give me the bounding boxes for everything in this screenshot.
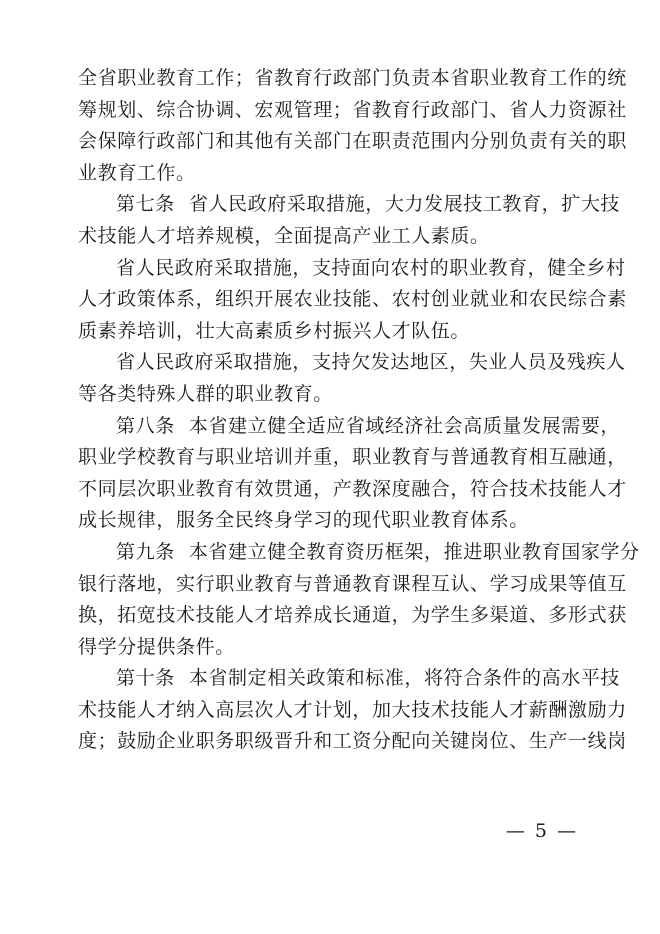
article-7-special-groups-paragraph bbox=[78, 347, 626, 410]
text-line bbox=[78, 411, 621, 443]
article-10-paragraph bbox=[78, 663, 627, 758]
article-number: 第七条 bbox=[116, 193, 175, 216]
text-line: 度；鼓励企业职务职级晋升和工资分配向关键岗位、生产一线岗 bbox=[78, 730, 627, 753]
text-line bbox=[78, 537, 640, 569]
text-line bbox=[78, 663, 621, 695]
text-line: 省人民政府采取措施，支持欠发达地区，失业人员及残疾人 bbox=[116, 351, 626, 374]
text-line: 会保障行政部门和其他有关部门在职责范围内分别负责有关的职 bbox=[78, 130, 627, 153]
text-line: 省人民政府采取措施，支持面向农村的职业教育，健全乡村 bbox=[116, 256, 626, 279]
paragraph-continued bbox=[78, 63, 627, 189]
page-number: — 5 — bbox=[505, 820, 578, 842]
article-9-paragraph bbox=[78, 537, 640, 663]
text-line: 全省职业教育工作；省教育行政部门负责本省职业教育工作的统 bbox=[78, 67, 627, 89]
text-line: 术技能人才纳入高层次人才计划，加大技术技能人才薪酬激励力 bbox=[78, 698, 627, 721]
text-line: 业教育工作。 bbox=[78, 161, 196, 184]
article-number: 第十条 bbox=[116, 667, 175, 690]
article-8-paragraph bbox=[78, 411, 627, 537]
text-line-content: 省人民政府采取措施，大力发展技工教育，扩大技 bbox=[188, 193, 621, 216]
article-7-rural-paragraph bbox=[78, 253, 627, 348]
article-number: 第九条 bbox=[116, 540, 175, 563]
text-line: 术技能人才培养规模，全面提高产业工人素质。 bbox=[78, 224, 490, 247]
text-line: 质素养培训，壮大高素质乡村振兴人才队伍。 bbox=[78, 319, 471, 342]
document-body bbox=[78, 63, 640, 758]
text-line: 换，拓宽技术技能人才培养成长通道，为学生多渠道、多形式获 bbox=[78, 604, 627, 627]
text-line: 等各类特殊人群的职业教育。 bbox=[78, 382, 333, 405]
text-line-content: 本省建立健全适应省域经济社会高质量发展需要， bbox=[188, 414, 621, 437]
article-7-paragraph bbox=[78, 189, 621, 252]
text-line: 筹规划、综合协调、宏观管理；省教育行政部门、省人力资源社 bbox=[78, 98, 627, 121]
text-line: 成长规律，服务全民终身学习的现代职业教育体系。 bbox=[78, 509, 529, 532]
text-line: 职业学校教育与职业培训并重，职业教育与普通教育相互融通， bbox=[78, 446, 627, 469]
text-line: 人才政策体系，组织开展农业技能、农村创业就业和农民综合素 bbox=[78, 288, 627, 311]
text-line: 银行落地，实行职业教育与普通教育课程互认、学习成果等值互 bbox=[78, 572, 627, 595]
text-line-content: 本省制定相关政策和标准，将符合条件的高水平技 bbox=[188, 667, 621, 690]
article-number: 第八条 bbox=[116, 414, 175, 437]
text-line bbox=[78, 189, 621, 221]
text-line-content: 本省建立健全教育资历框架，推进职业教育国家学分 bbox=[188, 540, 640, 563]
text-line: 不同层次职业教育有效贯通，产教深度融合，符合技术技能人才 bbox=[78, 477, 627, 500]
text-line: 得学分提供条件。 bbox=[78, 635, 235, 658]
